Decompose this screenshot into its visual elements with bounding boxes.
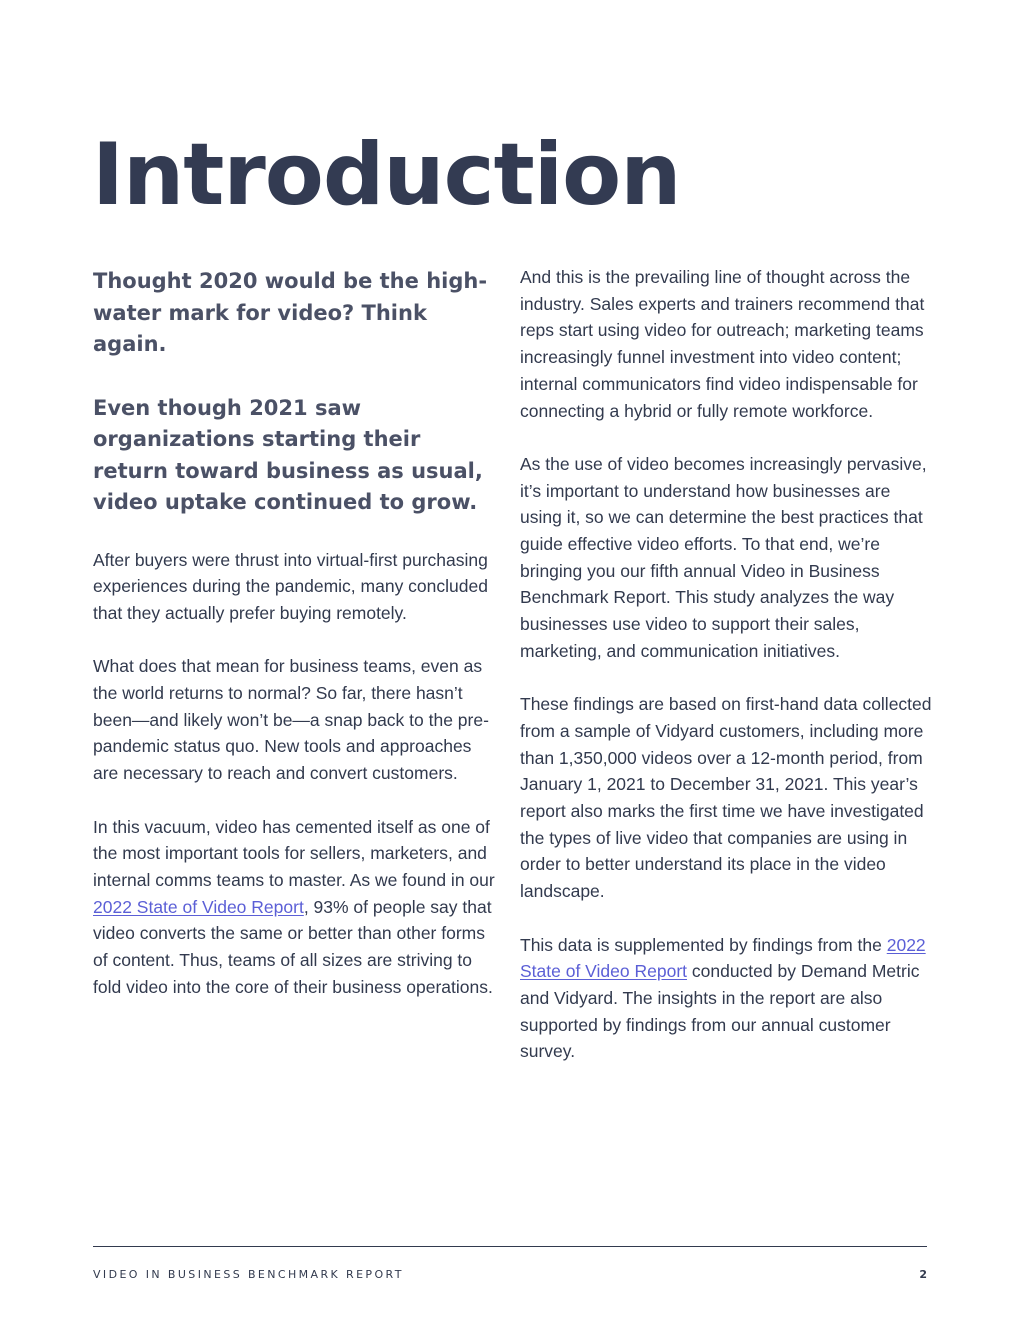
paragraph-text: This data is supplemented by findings from the	[520, 934, 887, 955]
page-number: 2	[919, 1268, 927, 1281]
body-paragraph: After buyers were thrust into virtual-first purchasing experiences during the pandemic, many concluded that they actually prefer buying remotely.	[93, 549, 488, 623]
footer-divider	[93, 1246, 927, 1247]
body-paragraph: As the use of video becomes increasingly pervasive, it’s important to understand how businesses are using it, so we can determine the best practices that guide effective video efforts. To that end, we’re bringing you our fifth annual Video in Business Benchmark Report. This study analyzes the way businesses use video to support their sales, marketing, and communication initiatives.	[520, 453, 927, 661]
right-column	[520, 264, 935, 1065]
state-of-video-report-link[interactable]: 2022 State of Video Report	[520, 934, 926, 982]
page-title: Introduction	[92, 125, 681, 225]
lead-statement-2: Even though 2021 saw organizations starting their return toward business as usual, video uptake continued to grow.	[93, 395, 483, 514]
state-of-video-report-link[interactable]: 2022 State of Video Report	[93, 896, 304, 917]
paragraph-text: In this vacuum, video has cemented itself as one of the most important tools for sellers, marketers, and internal comms teams to master. As we found in our	[93, 816, 495, 890]
paragraph-text: conducted by Demand Metric and Vidyard. The insights in the report are also supported by findings from our annual customer survey.	[520, 961, 920, 1062]
footer-report-name: VIDEO IN BUSINESS BENCHMARK REPORT	[93, 1268, 404, 1281]
paragraph-text: , 93% of people say that video converts the same or better than other forms of content. Thus, teams of all sizes are striving to fold video into the core of their business operations.	[93, 896, 493, 997]
body-paragraph: And this is the prevailing line of thought across the industry. Sales experts and trainers recommend that reps start using video for outreach; marketing teams increasingly funnel investment into video content; internal communicators find video indispensable for connecting a hybrid or fully remote workforce.	[520, 267, 925, 421]
body-paragraph: These findings are based on first-hand data collected from a sample of Vidyard customers, including more than 1,350,000 videos over a 12-month period, from January 1, 2021 to December 31, 2021. This year’s report also marks the first time we have investigated the types of live video that companies are using in order to better understand its place in the video landscape.	[520, 694, 932, 902]
body-paragraph: What does that mean for business teams, even as the world returns to normal? So far, there hasn’t been—and likely won’t be—a snap back to the pre-pandemic status quo. New tools and approaches are necessary to reach and convert customers.	[93, 656, 489, 784]
lead-statement-1: Thought 2020 would be the high-water mark for video? Think again.	[93, 269, 488, 356]
body-paragraph	[93, 814, 498, 1001]
left-column	[93, 264, 498, 1000]
body-paragraph	[520, 932, 935, 1066]
